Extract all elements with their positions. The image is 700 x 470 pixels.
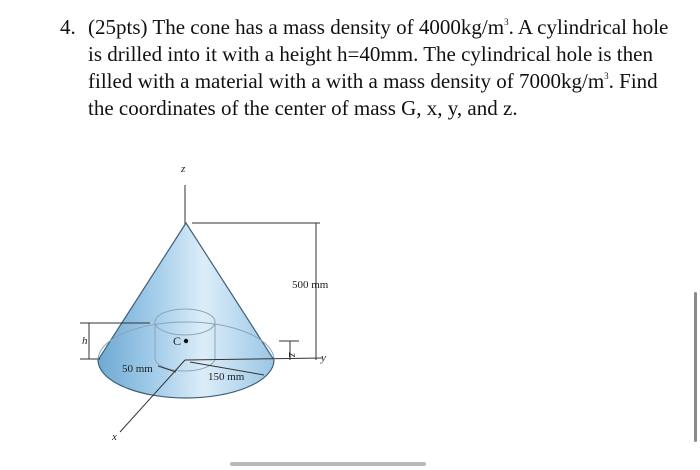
problem-text-part-2: . A cylindrical hole is drilled into it with a height h=40mm. The cylindrical hole is then filled with a material with a with a mass density of 7000kg/m: [88, 15, 669, 93]
z-bar-label: z̅: [287, 353, 298, 357]
home-indicator[interactable]: [230, 462, 426, 466]
center-point: [184, 339, 188, 343]
vertical-scrollbar[interactable]: [694, 292, 697, 442]
x-axis-label: x: [112, 431, 117, 443]
z-axis-label: z: [181, 163, 186, 175]
hole-radius-label: 50 mm: [122, 363, 153, 375]
superscript-cubed-1: 3: [504, 17, 509, 27]
superscript-cubed-2: 3: [604, 71, 609, 81]
y-axis-label: y: [321, 352, 326, 364]
problem-number: 4.: [60, 15, 76, 39]
problem-points: (25pts): [88, 15, 148, 39]
height-dimension-label: 500 mm: [292, 279, 329, 291]
center-label: C: [173, 334, 182, 348]
h-label: h: [82, 335, 88, 347]
problem-text-part-1: The cone has a mass density of 4000kg/m: [147, 15, 505, 39]
problem-text-part-3: . Find the coordinates of the center of mass G, x, y, and z.: [88, 69, 658, 120]
base-radius-label: 150 mm: [208, 371, 245, 383]
